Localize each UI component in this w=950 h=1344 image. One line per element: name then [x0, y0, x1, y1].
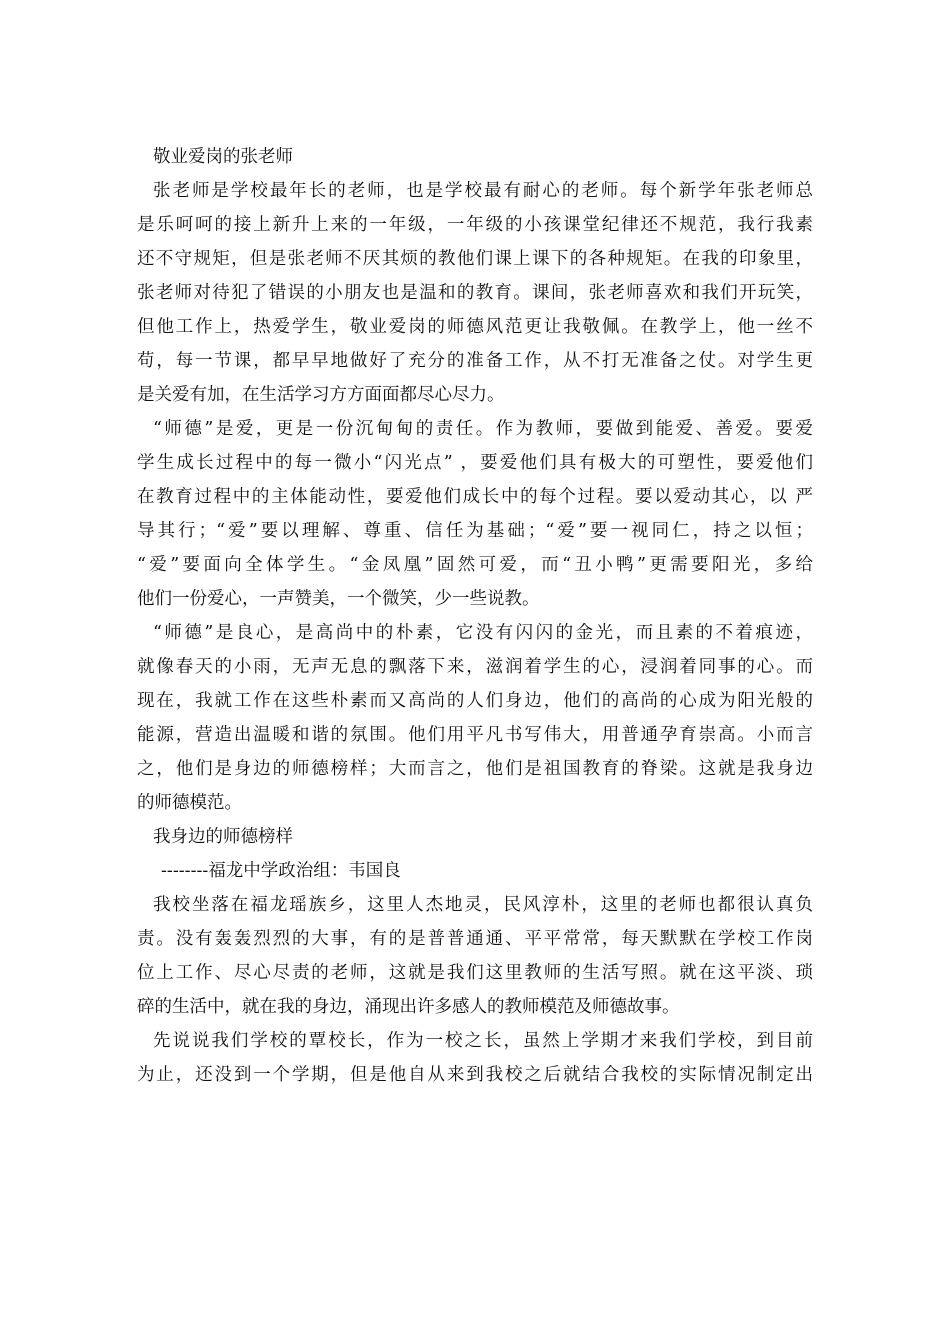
paragraph-line: 先说说我们学校的覃校长，作为一校之长，虽然上学期才来我们学校，到目前: [153, 1031, 813, 1051]
paragraph-line: 导其行；“爱”要以理解、尊重、信任为基础；“爱”要一视同仁，持之以恒；: [137, 521, 813, 541]
paragraph-line: 张老师对待犯了错误的小朋友也是温和的教育。课间，张老师喜欢和我们开玩笑，: [137, 283, 813, 303]
paragraph-line: 张老师是学校最年长的老师，也是学校最有耐心的老师。每个新学年张老师总: [153, 181, 813, 201]
author-byline: --------福龙中学政治组：韦国良: [161, 861, 401, 881]
paragraph-line: 责。没有轰轰烈烈的大事，有的是普普通通、平平常常，每天默默在学校工作岗: [137, 929, 813, 949]
paragraph-line: 为止，还没到一个学期，但是他自从来到我校之后就结合我校的实际情况制定出: [137, 1065, 813, 1085]
paragraph-line: 就像春天的小雨，无声无息的飘落下来，滋润着学生的心，浸润着同事的心。而: [137, 657, 813, 677]
paragraph-line: 的师德模范。: [137, 793, 242, 813]
paragraph-line: 碎的生活中，就在我的身边，涌现出许多感人的教师模范及师德故事。: [137, 997, 680, 1017]
document-body: [137, 140, 813, 1092]
paragraph-line: 他们一份爱心，一声赞美，一个微笑，少一些说教。: [137, 589, 540, 609]
section-heading: 敬业爱岗的张老师: [153, 147, 293, 167]
paragraph-line: 是乐呵呵的接上新升上来的一年级，一年级的小孩课堂纪律还不规范，我行我素: [137, 215, 813, 235]
section-heading: 我身边的师德榜样: [153, 827, 293, 847]
paragraph-line: 但他工作上，热爱学生，敬业爱岗的师德风范更让我敬佩。在教学上，他一丝不: [137, 317, 813, 337]
paragraph-line: 在教育过程中的主体能动性，要爱他们成长中的每个过程。要以爱动其心，以 严: [137, 487, 813, 507]
paragraph-line: 学生成长过程中的每一微小“闪光点” ，要爱他们具有极大的可塑性，要爱他们: [137, 453, 813, 473]
paragraph-line: 现在，我就工作在这些朴素而又高尚的人们身边，他们的高尚的心成为阳光般的: [137, 691, 813, 711]
paragraph-line: 能源，营造出温暖和谐的氛围。他们用平凡书写伟大，用普通孕育崇高。小而言: [137, 725, 813, 745]
paragraph-line: 是关爱有加，在生活学习方方面面都尽心尽力。: [137, 385, 505, 405]
paragraph-line: 我校坐落在福龙瑶族乡，这里人杰地灵，民风淳朴，这里的老师也都很认真负: [153, 895, 813, 915]
paragraph-line: “爱”要面向全体学生。“金凤凰”固然可爱，而“丑小鸭”更需要阳光，多给: [137, 555, 813, 575]
paragraph-line: 苟，每一节课，都早早地做好了充分的准备工作，从不打无准备之仗。对学生更: [137, 351, 813, 371]
paragraph-line: 还不守规矩，但是张老师不厌其烦的教他们课上课下的各种规矩。在我的印象里，: [137, 249, 813, 269]
paragraph-line: “师德”是良心，是高尚中的朴素，它没有闪闪的金光，而且素的不着痕迹，: [153, 623, 813, 643]
paragraph-line: “师德”是爱，更是一份沉甸甸的责任。作为教师，要做到能爱、善爱。要爱: [153, 419, 813, 439]
paragraph-line: 位上工作、尽心尽责的老师，这就是我们这里教师的生活写照。就在这平淡、琐: [137, 963, 813, 983]
paragraph-line: 之，他们是身边的师德榜样；大而言之，他们是祖国教育的脊梁。这就是我身边: [137, 759, 813, 779]
